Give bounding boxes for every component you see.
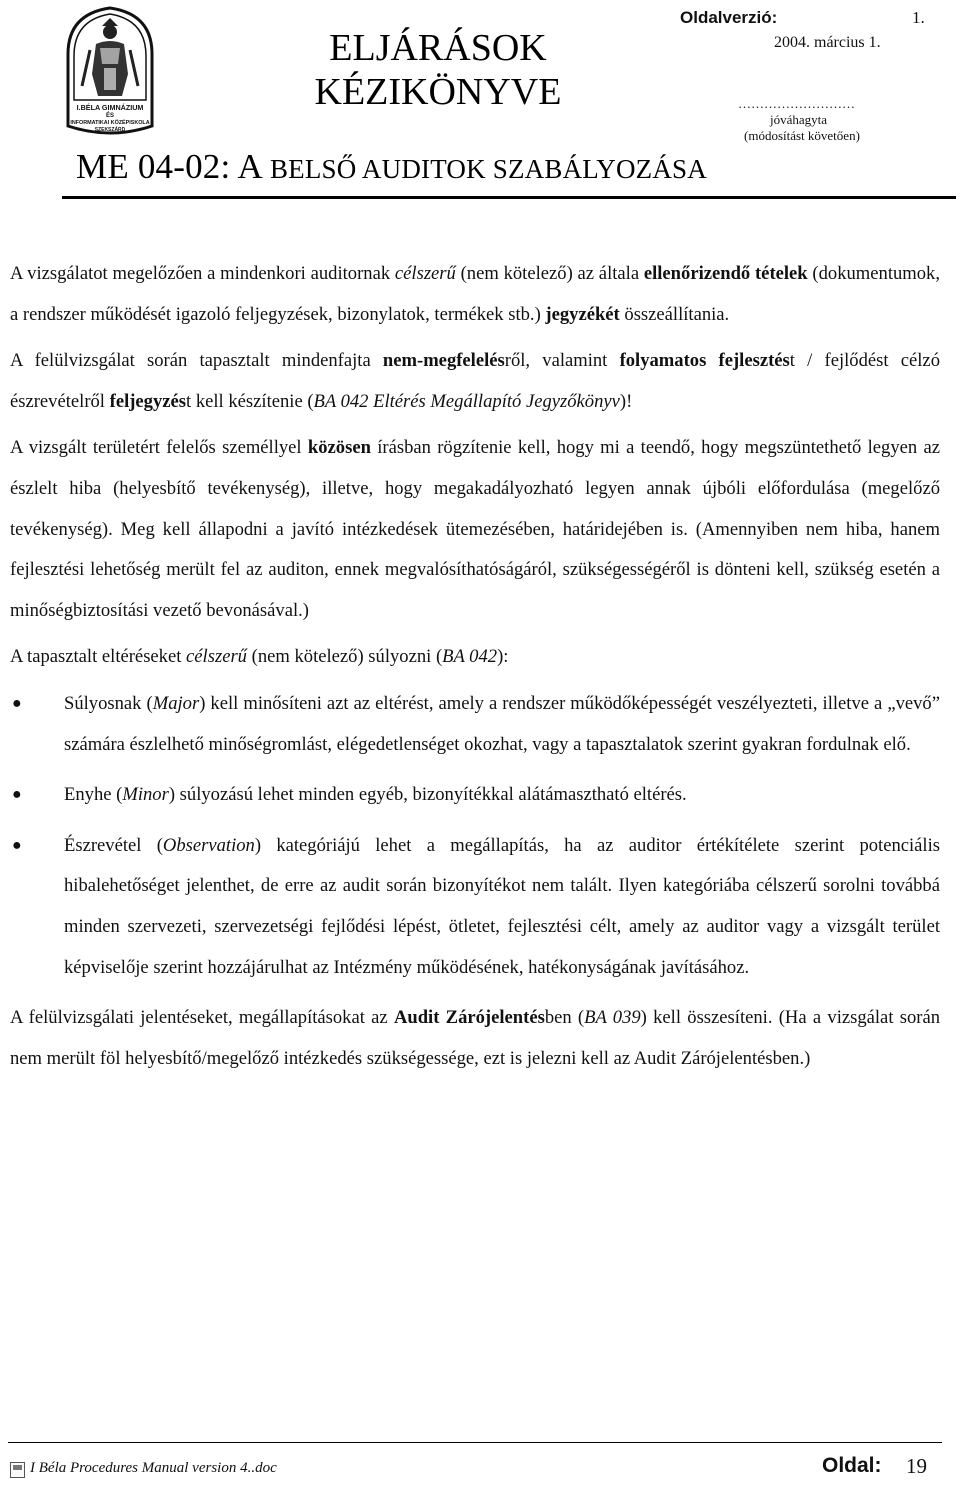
header-divider [62,196,956,199]
page-label: Oldal: [822,1454,882,1477]
page-number: 19 [906,1454,927,1478]
manual-title-line-1: ELJÁRÁSOK [329,27,547,69]
manual-title-line-2: KÉZIKÖNYVE [314,71,562,113]
svg-text:INFORMATIKAI KÖZÉPISKOLA: INFORMATIKAI KÖZÉPISKOLA [70,120,150,126]
version-info [674,6,958,142]
list-item: ● Észrevétel (Observation) kategóriájú lehet a megállapítás, ha az auditor értékítélete szerint potenciális hibalehetőséget jelenthet, de erre az audit során bizonyítékot nem talált. Ilyen kategóriába célszerű sorolni továbbá minden szervezeti, szervezetségi fejlődési lépést, ötletet, fejlesztési célt, amely az auditor vagy a vizsgált terület képviselője szerint hozzájárulhat az Intézmény működésének, hatékonyságának javításához. [10,826,940,988]
version-row [680,8,925,28]
bullet-icon: ● [12,694,22,712]
severity-list [10,684,940,988]
school-crest-icon [62,4,158,140]
footer-file-name: I Béla Procedures Manual version 4..doc [30,1460,277,1476]
version-date: 2004. március 1. [774,34,881,51]
bullet-icon: ● [12,786,22,804]
paragraph-corrective-actions: A vizsgált területért felelős személlyel közösen írásban rögzítenie kell, hogy mi a teendő, hogy megszüntethető legyen az észlelt hiba (helyesbítő tevékenység), illetve, hogy megakadályozható legyen annak újbóli előfordulása (megelőző tevékenység). Meg kell állapodni a javító intézkedések ütemezésében, határidejében is. (Amennyiben nem hiba, hanem fejlesztési lehetőség merült fel az auditon, ennek megvalósíthatóságáról, szükségességéről is dönteni kell, szükség esetén a minőségbiztosítási vezető bevonásával.) [10,437,941,621]
document-body [10,254,940,1079]
svg-text:ÉS: ÉS [105,113,115,119]
paragraph-findings: A felülvizsgálat során tapasztalt mindenfajta nem-megfelelésről, valamint folyamatos fejlesztést / fejlődést célzó észrevételről feljegyzést kell készítenie (BA 042 Eltérés Megállapító Jegyzőkönyv)! [10,350,940,412]
document-title-prefix: ME 04-02: A [76,147,270,186]
svg-text:SZEKSZÁRD: SZEKSZÁRD [94,127,126,133]
paragraph-preparation: A vizsgálatot megelőzően a mindenkori auditornak célszerű (nem kötelező) az általa ellenőrizendő tételek (dokumentumok, a rendszer működését igazoló feljegyzések, bizonylatok, termékek stb.) jegyzékét összeállítania. [10,263,940,325]
manual-title [288,26,588,114]
version-label: Oldalverzió: [680,8,778,27]
document-file-icon [10,1462,25,1478]
list-item: ● Súlyosnak (Major) kell minősíteni azt az eltérést, amely a rendszer működőképességét veszélyezteti, illetve a „vevő” számára észlelhető minőségromlást, elégedetlenséget okozhat, vagy a tapasztalatok szerint gyakran fordulnak elő. [10,684,940,765]
document-header [62,4,958,200]
document-title [76,147,707,187]
paragraph-weighting: A tapasztalt eltéréseket célszerű (nem kötelező) súlyozni (BA 042): [10,646,509,668]
version-value: 1. [912,8,925,27]
paragraph-final-report: A felülvizsgálati jelentéseket, megállapításokat az Audit Zárójelentésben (BA 039) kell összesíteni. (Ha a vizsgálat során nem merült föl helyesbítő/megelőző intézkedés szükségessége, ezt is jelezni kell az Audit Zárójelentésben.) [10,1007,941,1069]
svg-text:I.BÉLA GIMNÁZIUM: I.BÉLA GIMNÁZIUM [76,103,144,112]
list-item: ● Enyhe (Minor) súlyozású lehet minden egyéb, bizonyítékkal alátámasztható eltérés. [10,775,940,816]
school-logo [62,4,158,140]
header-table [62,4,958,144]
approved-note: (módosítást követően) [744,128,860,143]
document-footer [8,1452,942,1484]
document-title-text: BELSŐ AUDITOK SZABÁLYOZÁSA [269,154,707,184]
footer-divider [8,1442,942,1443]
signature-line: ……………………… [738,96,855,111]
approved-label: jóváhagyta [770,112,828,127]
bullet-icon: ● [12,836,22,854]
